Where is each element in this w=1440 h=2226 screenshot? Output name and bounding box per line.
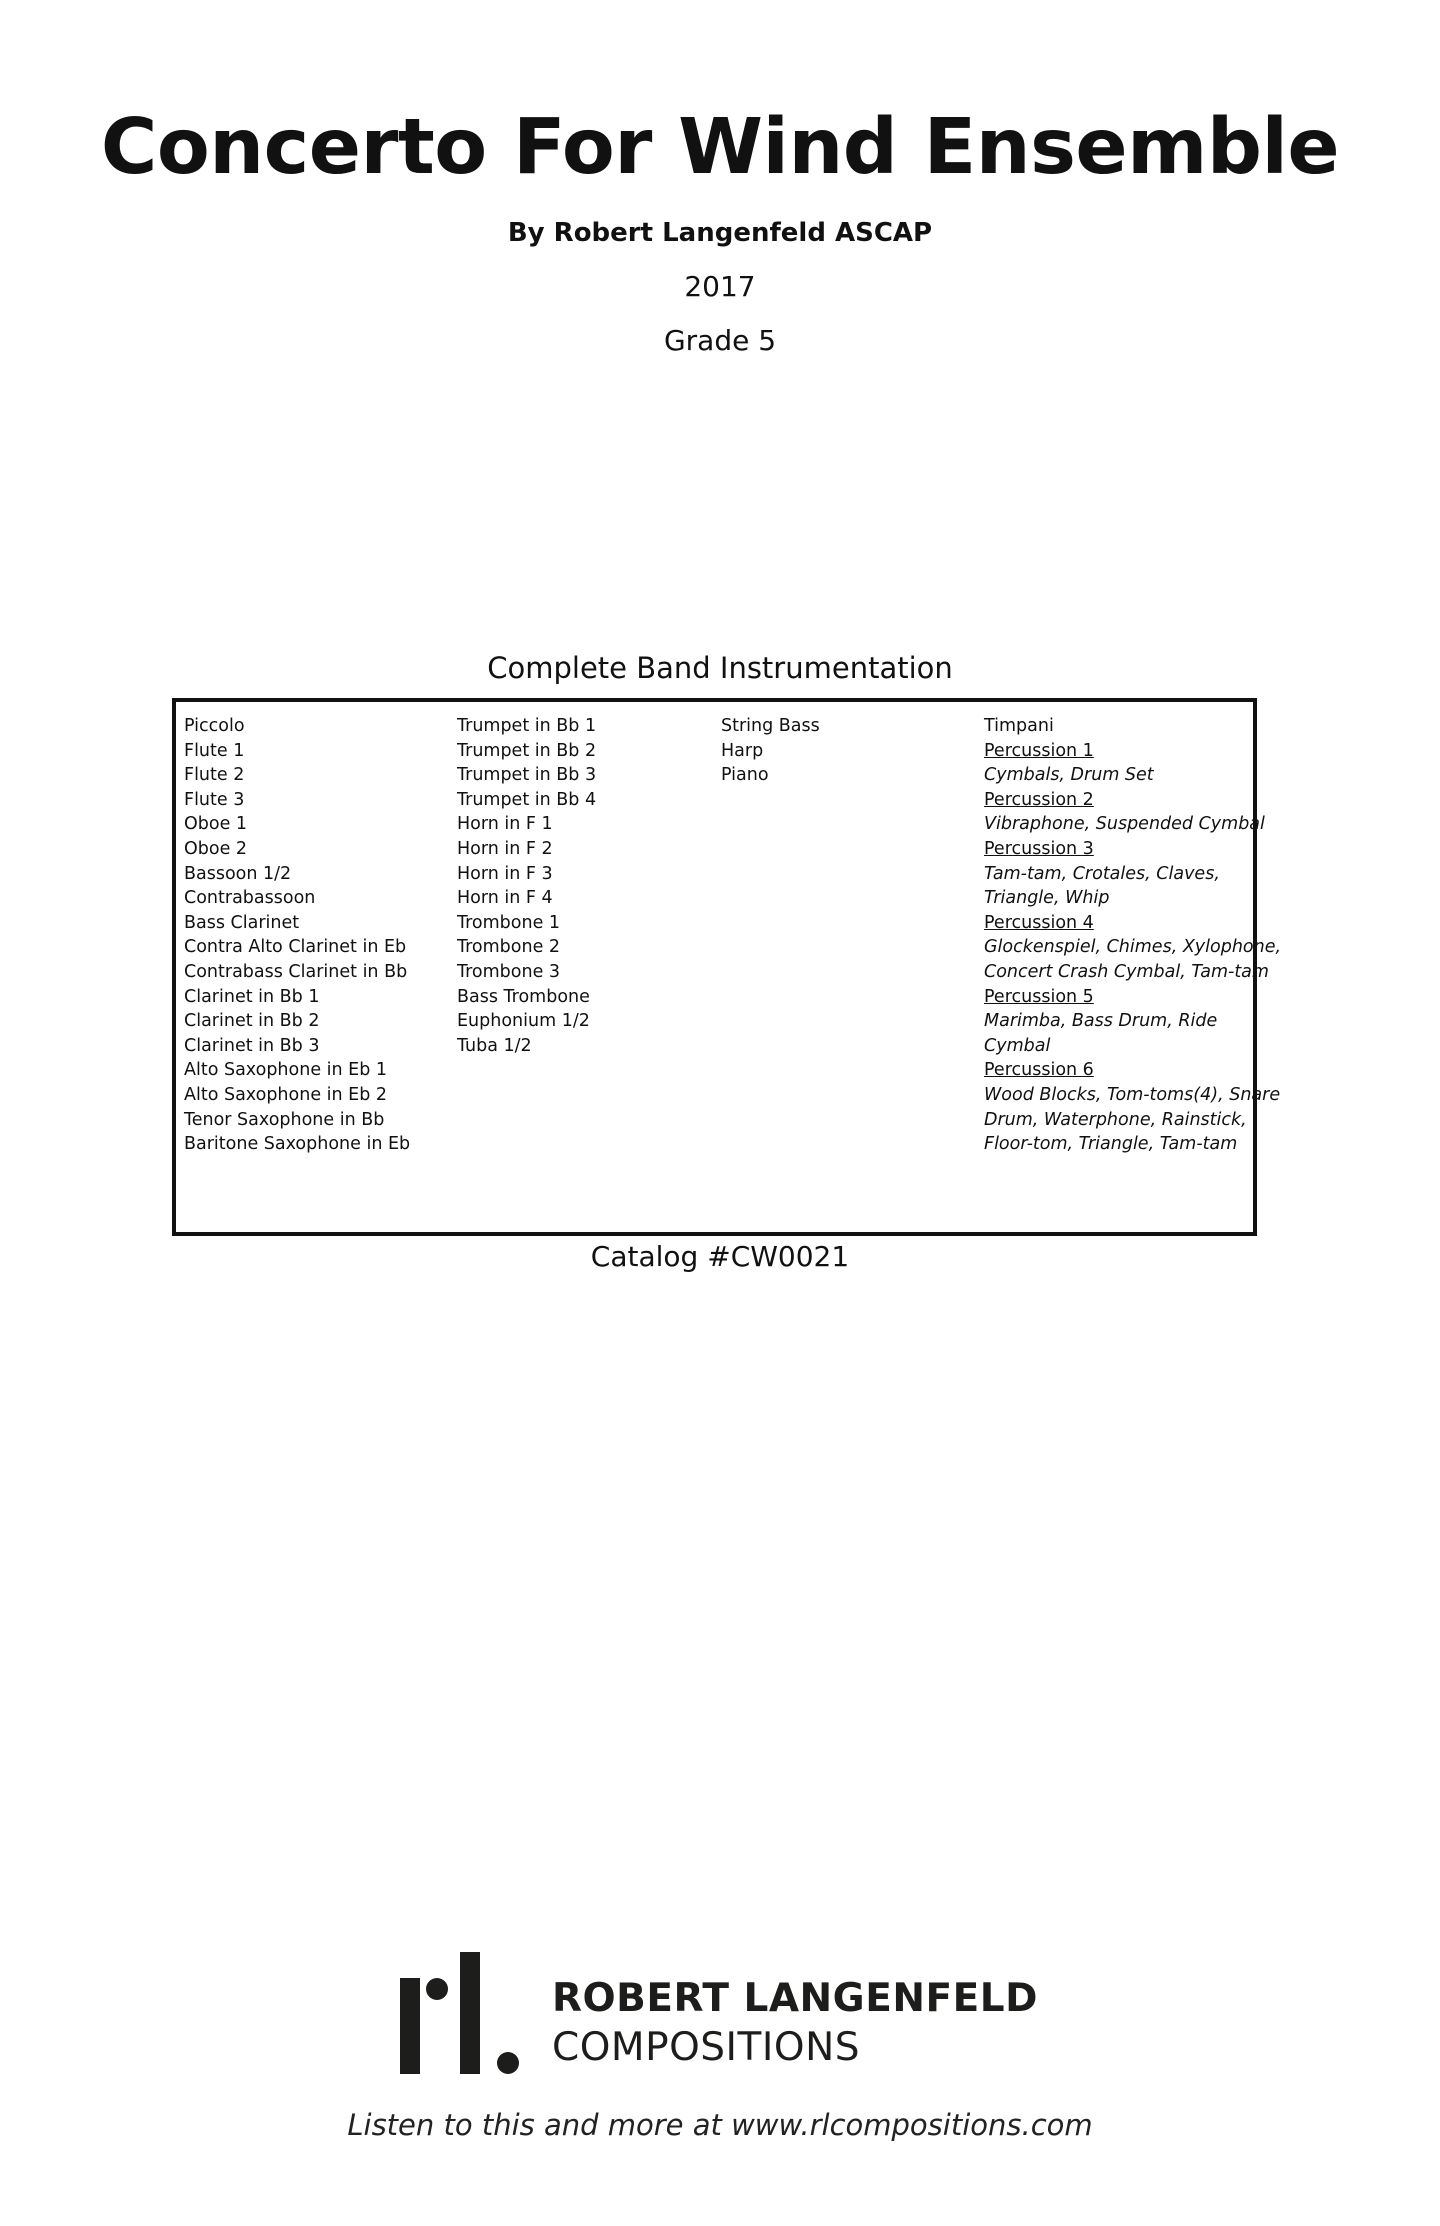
percussion-part-heading: Percussion 1 (984, 740, 1094, 761)
instrument-item: Flute 1 (184, 740, 245, 761)
percussion-part-heading: Percussion 5 (984, 986, 1094, 1007)
percussion-part-instruments: Vibraphone, Suspended Cymbal (984, 814, 1265, 835)
instrument-item: Trombone 1 (457, 912, 561, 933)
composer-credit: By Robert Langenfeld ASCAP (507, 218, 933, 248)
instrument-item: Timpani (984, 716, 1054, 736)
instrument-item: Flute 3 (184, 789, 245, 810)
percussion-part-heading: Percussion 4 (984, 912, 1094, 933)
instrument-item: Piccolo (184, 716, 245, 736)
percussion-part-instruments: Floor-tom, Triangle, Tam-tam (984, 1134, 1238, 1155)
instrumentation-box (172, 698, 1282, 1236)
instrument-item: Euphonium 1/2 (457, 1011, 590, 1032)
percussion-part-instruments: Cymbal (984, 1035, 1051, 1056)
instrument-item: Trumpet in Bb 2 (457, 740, 597, 761)
instrumentation-heading: Complete Band Instrumentation (487, 651, 953, 685)
percussion-part-instruments: Marimba, Bass Drum, Ride (984, 1011, 1218, 1032)
instrument-item: Trombone 3 (457, 961, 561, 982)
instrument-item: Tenor Saxophone in Bb (184, 1109, 385, 1130)
instrument-item: Flute 2 (184, 765, 245, 786)
instrument-item: String Bass (721, 716, 820, 736)
instrument-item: Trombone 2 (457, 937, 561, 958)
instrument-item: Oboe 1 (184, 814, 248, 835)
instrument-item: Trumpet in Bb 4 (457, 789, 597, 810)
instrument-item: Bass Clarinet (184, 912, 300, 933)
percussion-part-instruments: Wood Blocks, Tom-toms(4), Snare (984, 1084, 1281, 1105)
instrument-item: Horn in F 2 (457, 838, 553, 859)
percussion-part-instruments: Cymbals, Drum Set (984, 765, 1154, 786)
instrument-column-woodwinds (184, 714, 410, 1157)
instrument-item: Horn in F 3 (457, 863, 553, 884)
percussion-part-instruments: Tam-tam, Crotales, Claves, (984, 863, 1220, 884)
instrument-item: Alto Saxophone in Eb 1 (184, 1060, 388, 1081)
instrument-item: Bassoon 1/2 (184, 863, 292, 884)
page-title: Concerto For Wind Ensemble (100, 103, 1340, 192)
instrument-item: Trumpet in Bb 3 (457, 765, 597, 786)
rl-logo-mark (400, 1952, 520, 2074)
percussion-part-instruments: Glockenspiel, Chimes, Xylophone, (984, 937, 1282, 958)
instrument-item: Horn in F 1 (457, 814, 553, 835)
publisher-logo (400, 1952, 1046, 2074)
instrument-item: Harp (721, 740, 764, 761)
instrument-item: Clarinet in Bb 3 (184, 1035, 320, 1056)
instrument-item: Bass Trombone (457, 986, 590, 1007)
instrument-item: Contrabassoon (184, 888, 316, 909)
instrument-item: Clarinet in Bb 1 (184, 986, 320, 1007)
percussion-part-instruments: Concert Crash Cymbal, Tam-tam (984, 961, 1269, 982)
difficulty-grade: Grade 5 (663, 324, 777, 357)
percussion-part-instruments: Drum, Waterphone, Rainstick, (984, 1109, 1247, 1130)
instrument-item: Contrabass Clarinet in Bb (184, 961, 408, 982)
instrument-item: Piano (721, 765, 769, 786)
instrument-item: Oboe 2 (184, 838, 248, 859)
publisher-name: ROBERT LANGENFELD (552, 1976, 1038, 2021)
composition-year: 2017 (684, 270, 756, 303)
instrument-item: Contra Alto Clarinet in Eb (184, 937, 407, 958)
website-promo: Listen to this and more at www.rlcompositions.com (347, 2108, 1093, 2142)
catalog-number: Catalog #CW0021 (590, 1240, 850, 1273)
percussion-part-heading: Percussion 6 (984, 1060, 1094, 1081)
instrument-column-percussion (984, 714, 1281, 1157)
instrument-item: Baritone Saxophone in Eb (184, 1134, 411, 1155)
percussion-part-heading: Percussion 2 (984, 789, 1094, 810)
instrument-item: Trumpet in Bb 1 (457, 716, 597, 736)
instrument-item: Alto Saxophone in Eb 2 (184, 1084, 388, 1105)
publisher-subtitle: COMPOSITIONS (552, 2025, 861, 2070)
instrument-column-strings-keys (721, 714, 820, 788)
instrument-column-brass (457, 714, 596, 1058)
percussion-part-heading: Percussion 3 (984, 838, 1094, 859)
instrument-item: Horn in F 4 (457, 888, 553, 909)
instrument-item: Tuba 1/2 (457, 1035, 532, 1056)
instrument-item: Clarinet in Bb 2 (184, 1011, 320, 1032)
percussion-part-instruments: Triangle, Whip (984, 888, 1110, 909)
